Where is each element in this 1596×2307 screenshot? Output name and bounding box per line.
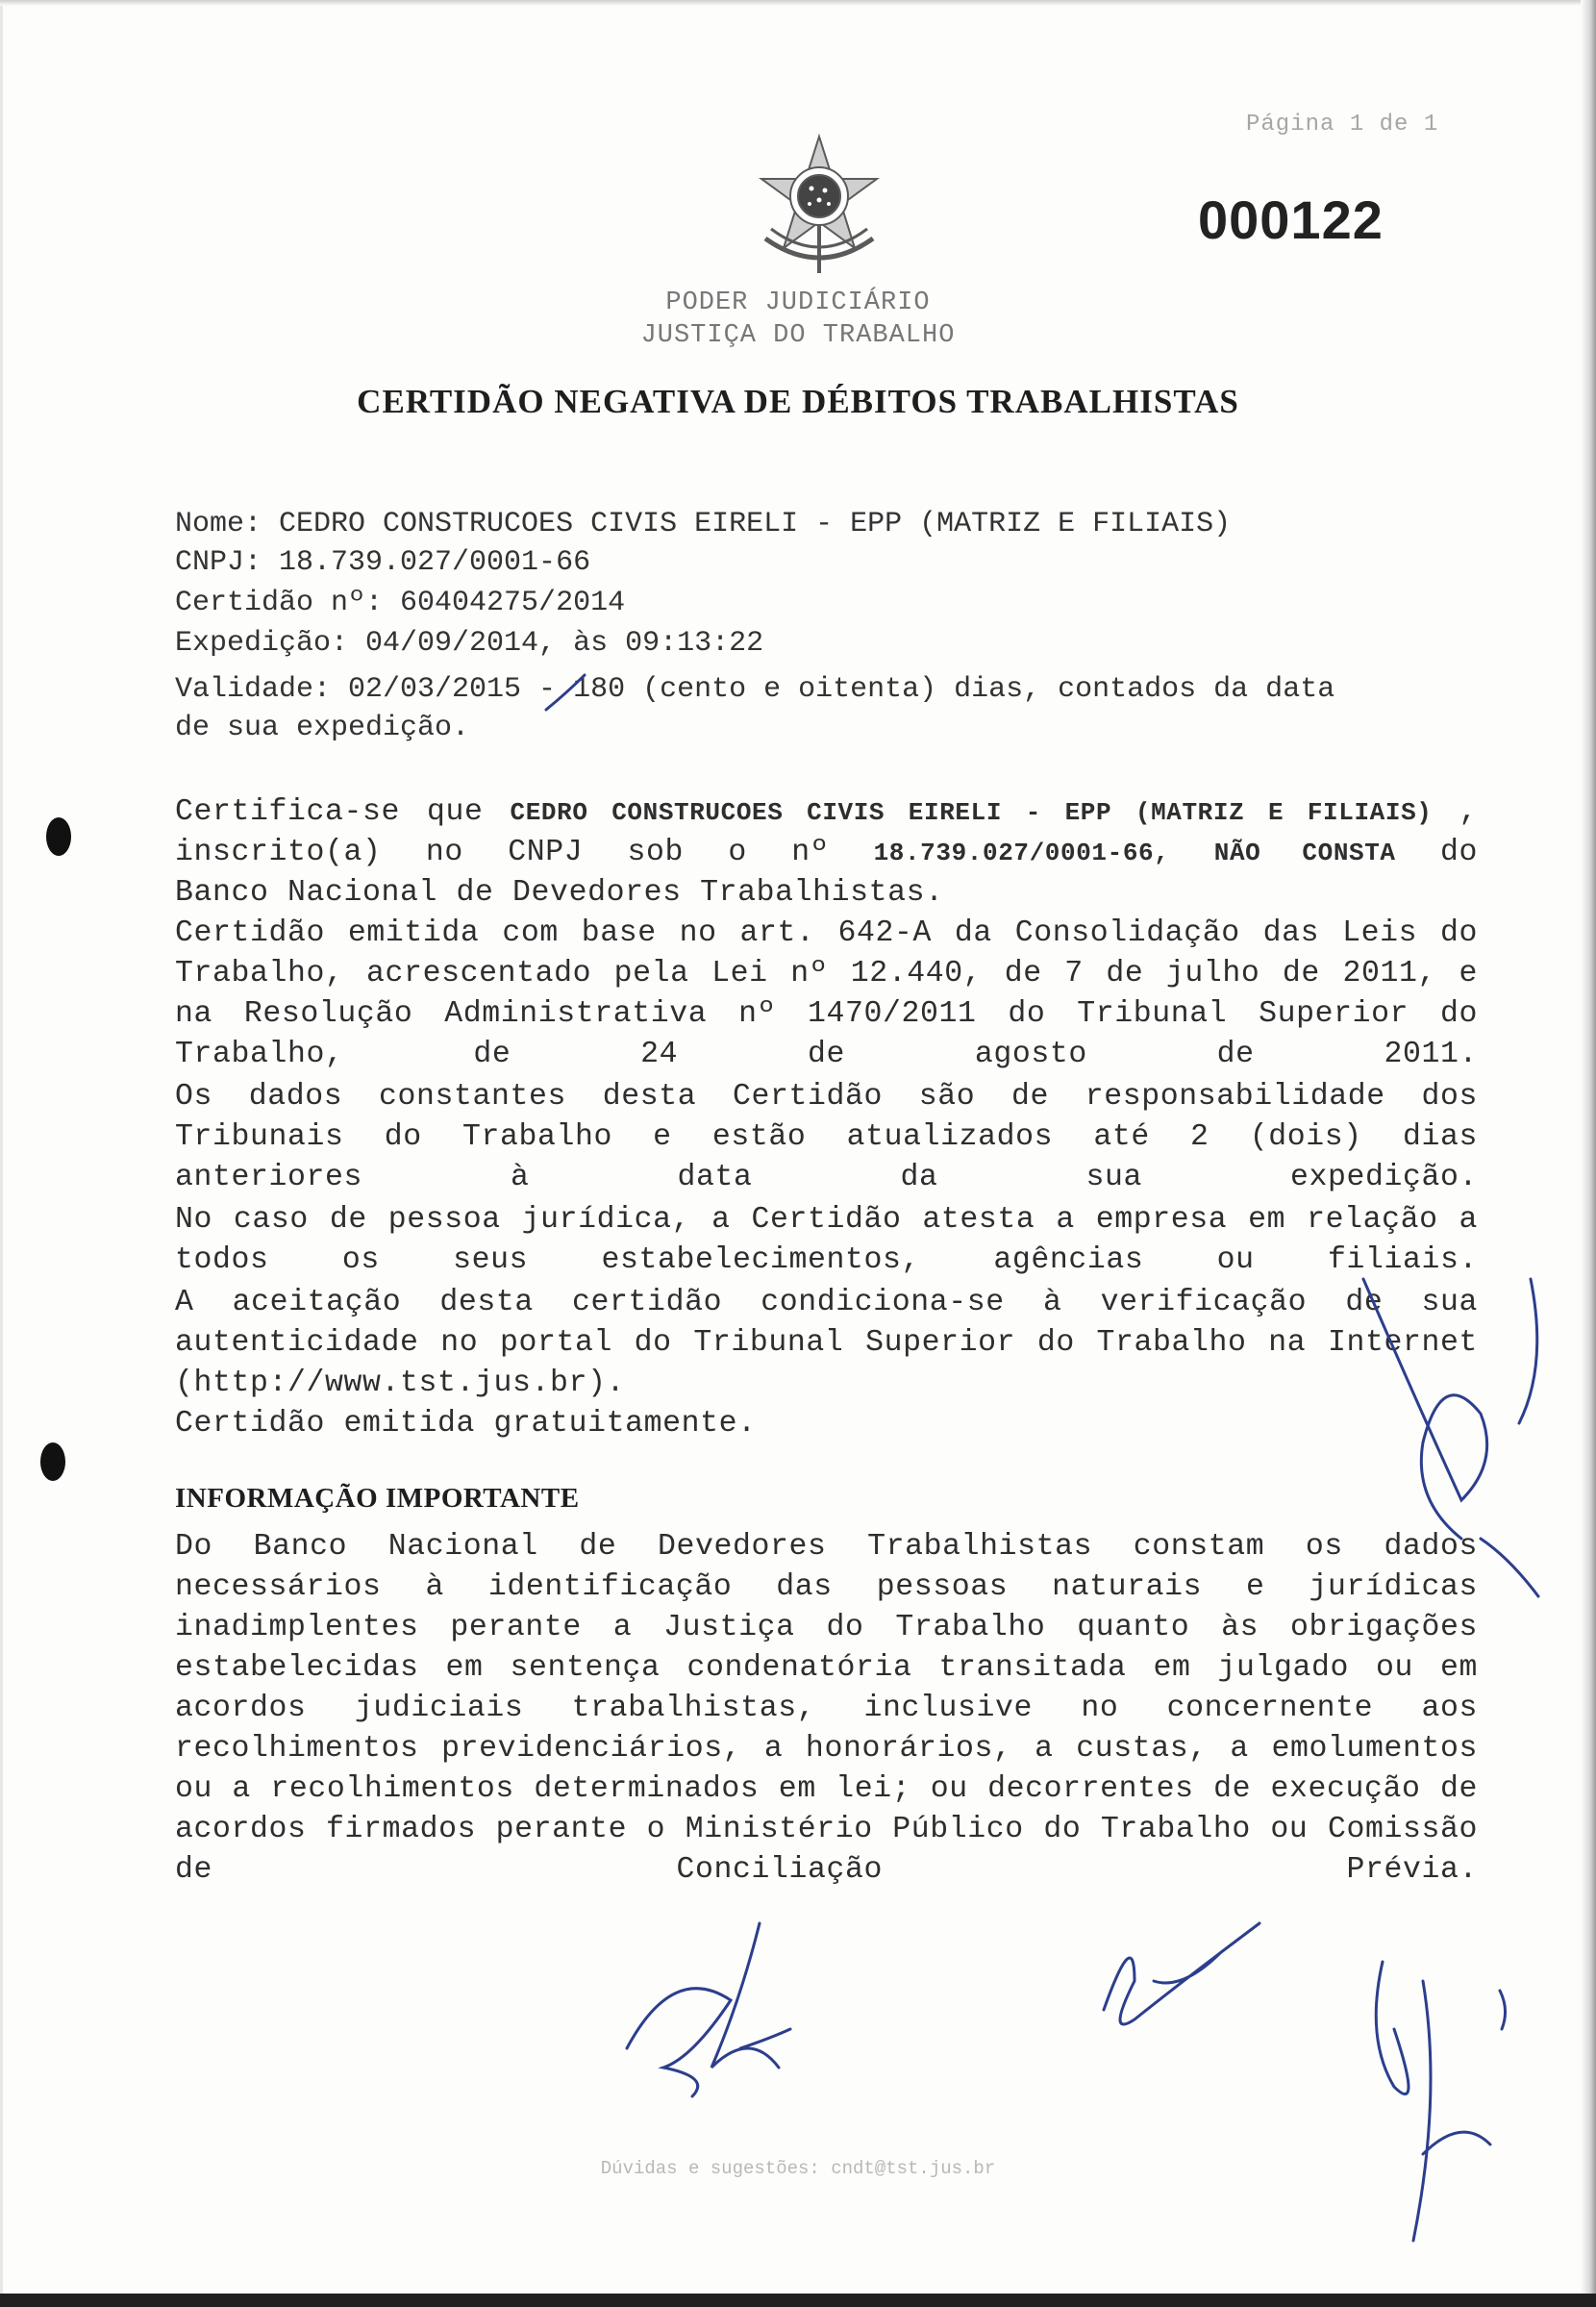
legal-entity-paragraph: No caso de pessoa jurídica, a Certidão atesta a empresa em relação a todos os seus estabelecimentos, agências ou filiais.	[175, 1203, 1478, 1277]
initials-bottom-right	[1376, 1962, 1505, 2241]
free-issue-paragraph: Certidão emitida gratuitamente.	[175, 1407, 757, 1441]
document-number: 000122	[1198, 189, 1384, 250]
punch-hole-bottom	[40, 1442, 65, 1481]
signature-bottom-left	[627, 1923, 790, 2096]
validade-field: Validade: 02/03/2015 - 180 (cento e oitenta) dias, contados da data	[175, 673, 1335, 706]
cnpj-mid-text: , inscrito(a) no CNPJ sob o nº	[175, 795, 1478, 869]
validade-continuation: de sua expedição.	[175, 712, 470, 744]
legal-basis-paragraph: Certidão emitida com base no art. 642-A da Consolidação das Leis do Trabalho, acrescentado pela Lei nº 12.440, de 7 de julho de 2011, e na Resolução Administrativa nº 1470/2011 do Tribunal Superior do Trabalho, de 24 de agosto de 2011.	[175, 916, 1478, 1071]
cnpj-field: CNPJ: 18.739.027/0001-66	[175, 546, 591, 579]
scan-edge-bottom	[0, 2294, 1596, 2307]
certification-paragraph-end: Banco Nacional de Devedores Trabalhistas.	[175, 876, 944, 910]
certidao-number-field: Certidão nº: 60404275/2014	[175, 587, 626, 619]
punch-hole-top	[46, 817, 71, 856]
certifica-prefix: Certifica-se que	[175, 795, 484, 829]
certification-paragraph	[175, 792, 1478, 873]
company-name-bold: CEDRO CONSTRUCOES CIVIS EIRELI - EPP (MATRIZ E FILIAIS)	[510, 798, 1433, 827]
footer-contact: Dúvidas e sugestões: cndt@tst.jus.br	[600, 2158, 996, 2179]
scan-edge-top	[0, 0, 1596, 6]
responsibility-paragraph: Os dados constantes desta Certidão são de responsabilidade dos Tribunais do Trabalho e estão atualizados até 2 (dois) dias anteriores à data da sua expedição.	[175, 1080, 1478, 1194]
cnpj-bold: 18.739.027/0001-66,	[873, 839, 1170, 867]
institution-line-2: JUSTIÇA DO TRABALHO	[640, 321, 956, 350]
expedicao-field: Expedição: 04/09/2014, às 09:13:22	[175, 627, 764, 660]
verification-paragraph: A aceitação desta certidão condiciona-se à verificação de sua autenticidade no portal do Tribunal Superior do Trabalho na Internet (http://www.tst.jus.br).	[175, 1286, 1478, 1400]
signature-bottom-center	[1104, 1923, 1259, 2024]
important-paragraph: Do Banco Nacional de Devedores Trabalhistas constam os dados necessários à identificação das pessoas naturais e jurídicas inadimplentes perante a Justiça do Trabalho quanto às obrigações estabelecidas em sentença condenatória transitada em julgado ou em acordos judiciais trabalhistas, inclusive no concernente aos recolhimentos previdenciários, a honorários, a custas, a emolumentos ou a recolhimentos determinados em lei; ou decorrentes de execução de acordos firmados perante o Ministério Público do Trabalho ou Comissão de Conciliação Prévia.	[175, 1530, 1478, 1887]
important-heading: INFORMAÇÃO IMPORTANTE	[175, 1483, 580, 1514]
brazil-coat-of-arms-icon	[752, 133, 886, 279]
page-indicator: Página 1 de 1	[1246, 112, 1439, 138]
certifica-suffix: do	[1439, 836, 1478, 869]
nome-field: Nome: CEDRO CONSTRUCOES CIVIS EIRELI - EPP (MATRIZ E FILIAIS)	[175, 508, 1232, 540]
status-nao-consta: NÃO CONSTA	[1213, 839, 1396, 867]
institution-line-1: PODER JUDICIÁRIO	[665, 288, 931, 317]
document-title: CERTIDÃO NEGATIVA DE DÉBITOS TRABALHISTAS	[357, 383, 1239, 420]
